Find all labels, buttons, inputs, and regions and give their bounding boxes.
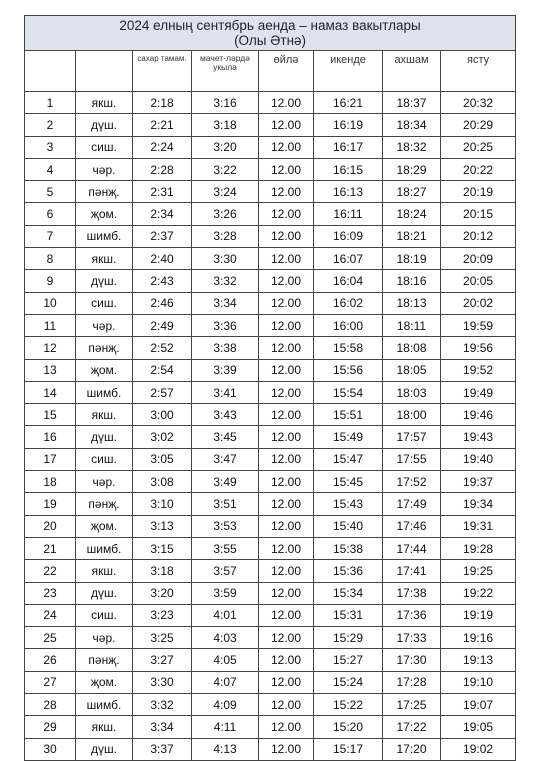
ahsham-time: 17:33: [383, 627, 441, 649]
sahar-time: 3:15: [133, 537, 192, 559]
machet-time: 3:55: [192, 537, 259, 559]
machet-time: 3:49: [192, 471, 259, 493]
machet-time: 3:41: [192, 381, 259, 403]
yastu-time: 19:10: [441, 671, 516, 693]
machet-time: 4:01: [192, 604, 259, 626]
oila-time: 12.00: [259, 515, 314, 537]
ahsham-time: 18:37: [383, 92, 441, 114]
ikende-time: 15:36: [314, 560, 383, 582]
day-number: 16: [25, 426, 76, 448]
table-row: [25, 694, 516, 716]
machet-time: 4:13: [192, 738, 259, 760]
table-row: [25, 471, 516, 493]
day-number: 9: [25, 270, 76, 292]
oila-time: 12.00: [259, 649, 314, 671]
machet-time: 3:47: [192, 448, 259, 470]
yastu-time: 19:43: [441, 426, 516, 448]
day-number: 2: [25, 114, 76, 136]
day-number: 4: [25, 158, 76, 180]
header-machet: мачет-ләрдә укыла: [192, 51, 259, 92]
ikende-time: 16:17: [314, 136, 383, 158]
table-row: [25, 582, 516, 604]
machet-time: 4:11: [192, 716, 259, 738]
day-number: 3: [25, 136, 76, 158]
oila-time: 12.00: [259, 203, 314, 225]
weekday: сиш.: [76, 292, 133, 314]
oila-time: 12.00: [259, 671, 314, 693]
sahar-time: 3:34: [133, 716, 192, 738]
header-ahsham: ахшам: [383, 51, 441, 92]
yastu-time: 19:46: [441, 404, 516, 426]
ikende-time: 15:17: [314, 738, 383, 760]
day-number: 25: [25, 627, 76, 649]
oila-time: 12.00: [259, 136, 314, 158]
weekday: шимб.: [76, 381, 133, 403]
ahsham-time: 17:52: [383, 471, 441, 493]
oila-time: 12.00: [259, 426, 314, 448]
ikende-time: 15:45: [314, 471, 383, 493]
table-row: [25, 560, 516, 582]
weekday: шимб.: [76, 694, 133, 716]
ikende-time: 15:49: [314, 426, 383, 448]
table-row: [25, 248, 516, 270]
sahar-time: 3:30: [133, 671, 192, 693]
table-row: [25, 181, 516, 203]
oila-time: 12.00: [259, 359, 314, 381]
table-row: [25, 627, 516, 649]
weekday: пәнҗ.: [76, 649, 133, 671]
weekday: пәнҗ.: [76, 337, 133, 359]
sahar-time: 2:57: [133, 381, 192, 403]
day-number: 30: [25, 738, 76, 760]
day-number: 12: [25, 337, 76, 359]
yastu-time: 20:22: [441, 158, 516, 180]
machet-time: 3:24: [192, 181, 259, 203]
table-row: [25, 649, 516, 671]
yastu-time: 20:09: [441, 248, 516, 270]
prayer-times-table: [24, 15, 516, 761]
oila-time: 12.00: [259, 471, 314, 493]
weekday: сиш.: [76, 448, 133, 470]
sahar-time: 2:54: [133, 359, 192, 381]
yastu-time: 19:07: [441, 694, 516, 716]
weekday: якш.: [76, 92, 133, 114]
ikende-time: 15:51: [314, 404, 383, 426]
machet-time: 3:30: [192, 248, 259, 270]
machet-time: 3:57: [192, 560, 259, 582]
day-number: 18: [25, 471, 76, 493]
ikende-time: 15:43: [314, 493, 383, 515]
day-number: 24: [25, 604, 76, 626]
ahsham-time: 17:22: [383, 716, 441, 738]
ahsham-time: 18:34: [383, 114, 441, 136]
ikende-time: 16:02: [314, 292, 383, 314]
day-number: 8: [25, 248, 76, 270]
table-row: [25, 158, 516, 180]
ikende-time: 15:54: [314, 381, 383, 403]
sahar-time: 3:37: [133, 738, 192, 760]
oila-time: 12.00: [259, 337, 314, 359]
machet-time: 3:38: [192, 337, 259, 359]
sahar-time: 2:40: [133, 248, 192, 270]
ahsham-time: 17:28: [383, 671, 441, 693]
day-number: 20: [25, 515, 76, 537]
ikende-time: 15:56: [314, 359, 383, 381]
machet-time: 3:51: [192, 493, 259, 515]
sahar-time: 3:25: [133, 627, 192, 649]
sahar-time: 2:18: [133, 92, 192, 114]
sahar-time: 3:02: [133, 426, 192, 448]
weekday: дүш.: [76, 426, 133, 448]
table-row: [25, 515, 516, 537]
table-row: [25, 716, 516, 738]
ikende-time: 16:09: [314, 225, 383, 247]
machet-time: 4:03: [192, 627, 259, 649]
yastu-time: 19:13: [441, 649, 516, 671]
ahsham-time: 17:36: [383, 604, 441, 626]
sahar-time: 3:10: [133, 493, 192, 515]
ahsham-time: 18:16: [383, 270, 441, 292]
machet-time: 3:32: [192, 270, 259, 292]
oila-time: 12.00: [259, 270, 314, 292]
ahsham-time: 18:13: [383, 292, 441, 314]
day-number: 11: [25, 314, 76, 336]
ikende-time: 15:27: [314, 649, 383, 671]
machet-time: 3:59: [192, 582, 259, 604]
weekday: дүш.: [76, 270, 133, 292]
oila-time: 12.00: [259, 248, 314, 270]
table-row: [25, 136, 516, 158]
oila-time: 12.00: [259, 716, 314, 738]
yastu-time: 20:02: [441, 292, 516, 314]
oila-time: 12.00: [259, 225, 314, 247]
ikende-time: 15:58: [314, 337, 383, 359]
ikende-time: 15:31: [314, 604, 383, 626]
table-row: [25, 203, 516, 225]
weekday: пәнҗ.: [76, 493, 133, 515]
sahar-time: 2:31: [133, 181, 192, 203]
sahar-time: 3:08: [133, 471, 192, 493]
yastu-time: 20:25: [441, 136, 516, 158]
ahsham-time: 17:41: [383, 560, 441, 582]
machet-time: 3:45: [192, 426, 259, 448]
oila-time: 12.00: [259, 493, 314, 515]
sahar-time: 3:32: [133, 694, 192, 716]
yastu-time: 19:59: [441, 314, 516, 336]
oila-time: 12.00: [259, 604, 314, 626]
sahar-time: 2:37: [133, 225, 192, 247]
sahar-time: 3:05: [133, 448, 192, 470]
ikende-time: 15:29: [314, 627, 383, 649]
oila-time: 12.00: [259, 92, 314, 114]
sahar-time: 2:46: [133, 292, 192, 314]
ikende-time: 16:11: [314, 203, 383, 225]
header-ikende: икенде: [314, 51, 383, 92]
yastu-time: 20:15: [441, 203, 516, 225]
sahar-time: 3:27: [133, 649, 192, 671]
ahsham-time: 18:05: [383, 359, 441, 381]
ikende-time: 15:34: [314, 582, 383, 604]
table-row: [25, 671, 516, 693]
day-number: 19: [25, 493, 76, 515]
machet-time: 3:36: [192, 314, 259, 336]
ahsham-time: 18:32: [383, 136, 441, 158]
weekday: чәр.: [76, 471, 133, 493]
table-row: [25, 738, 516, 760]
yastu-time: 19:19: [441, 604, 516, 626]
ahsham-time: 18:03: [383, 381, 441, 403]
ahsham-time: 17:46: [383, 515, 441, 537]
sahar-time: 2:24: [133, 136, 192, 158]
oila-time: 12.00: [259, 114, 314, 136]
weekday: җом.: [76, 671, 133, 693]
machet-time: 3:16: [192, 92, 259, 114]
yastu-time: 19:25: [441, 560, 516, 582]
weekday: шимб.: [76, 537, 133, 559]
day-number: 5: [25, 181, 76, 203]
weekday: сиш.: [76, 604, 133, 626]
machet-time: 4:07: [192, 671, 259, 693]
weekday: чәр.: [76, 314, 133, 336]
title-line-1: 2024 елның сентябрь аенда – намаз вакытлары: [119, 18, 421, 33]
sahar-time: 3:13: [133, 515, 192, 537]
header-yastu: ясту: [441, 51, 516, 92]
sahar-time: 3:20: [133, 582, 192, 604]
table-row: [25, 292, 516, 314]
yastu-time: 20:12: [441, 225, 516, 247]
machet-time: 4:05: [192, 649, 259, 671]
ikende-time: 15:20: [314, 716, 383, 738]
day-number: 10: [25, 292, 76, 314]
table-row: [25, 426, 516, 448]
table-row: [25, 92, 516, 114]
table-title: [25, 16, 516, 51]
title-line-2: (Олы Әтнә): [234, 33, 307, 48]
yastu-time: 19:34: [441, 493, 516, 515]
yastu-time: 19:56: [441, 337, 516, 359]
day-number: 6: [25, 203, 76, 225]
table-row: [25, 404, 516, 426]
ahsham-time: 17:57: [383, 426, 441, 448]
day-number: 15: [25, 404, 76, 426]
day-number: 23: [25, 582, 76, 604]
sahar-time: 3:23: [133, 604, 192, 626]
table-body: [25, 92, 516, 761]
yastu-time: 20:05: [441, 270, 516, 292]
ahsham-time: 18:27: [383, 181, 441, 203]
ahsham-time: 18:24: [383, 203, 441, 225]
day-number: 27: [25, 671, 76, 693]
header-day: [76, 51, 133, 92]
oila-time: 12.00: [259, 292, 314, 314]
yastu-time: 19:40: [441, 448, 516, 470]
header-num: [25, 51, 76, 92]
ikende-time: 16:15: [314, 158, 383, 180]
ahsham-time: 18:19: [383, 248, 441, 270]
sahar-time: 2:34: [133, 203, 192, 225]
table-row: [25, 493, 516, 515]
ahsham-time: 17:44: [383, 537, 441, 559]
day-number: 29: [25, 716, 76, 738]
day-number: 22: [25, 560, 76, 582]
day-number: 21: [25, 537, 76, 559]
weekday: шимб.: [76, 225, 133, 247]
oila-time: 12.00: [259, 314, 314, 336]
sahar-time: 3:00: [133, 404, 192, 426]
table-row: [25, 359, 516, 381]
yastu-time: 19:31: [441, 515, 516, 537]
weekday: якш.: [76, 248, 133, 270]
yastu-time: 19:52: [441, 359, 516, 381]
oila-time: 12.00: [259, 381, 314, 403]
day-number: 17: [25, 448, 76, 470]
ahsham-time: 17:30: [383, 649, 441, 671]
ikende-time: 16:07: [314, 248, 383, 270]
ahsham-time: 17:25: [383, 694, 441, 716]
sahar-time: 2:52: [133, 337, 192, 359]
ikende-time: 16:13: [314, 181, 383, 203]
yastu-time: 19:16: [441, 627, 516, 649]
ahsham-time: 17:49: [383, 493, 441, 515]
ahsham-time: 18:21: [383, 225, 441, 247]
machet-time: 3:18: [192, 114, 259, 136]
weekday: дүш.: [76, 582, 133, 604]
day-number: 28: [25, 694, 76, 716]
table-row: [25, 337, 516, 359]
day-number: 26: [25, 649, 76, 671]
day-number: 13: [25, 359, 76, 381]
yastu-time: 20:19: [441, 181, 516, 203]
table-row: [25, 114, 516, 136]
sahar-time: 3:18: [133, 560, 192, 582]
ahsham-time: 18:00: [383, 404, 441, 426]
yastu-time: 19:37: [441, 471, 516, 493]
yastu-time: 19:49: [441, 381, 516, 403]
weekday: сиш.: [76, 136, 133, 158]
weekday: җом.: [76, 203, 133, 225]
weekday: җом.: [76, 359, 133, 381]
machet-time: 3:28: [192, 225, 259, 247]
weekday: дүш.: [76, 114, 133, 136]
weekday: пәнҗ.: [76, 181, 133, 203]
machet-time: 3:53: [192, 515, 259, 537]
table-row: [25, 604, 516, 626]
table-row: [25, 225, 516, 247]
table-row: [25, 381, 516, 403]
ikende-time: 16:21: [314, 92, 383, 114]
ikende-time: 15:22: [314, 694, 383, 716]
table-row: [25, 314, 516, 336]
oila-time: 12.00: [259, 181, 314, 203]
ahsham-time: 17:55: [383, 448, 441, 470]
header-oila: өйлә: [259, 51, 314, 92]
machet-time: 4:09: [192, 694, 259, 716]
ahsham-time: 18:29: [383, 158, 441, 180]
day-number: 7: [25, 225, 76, 247]
yastu-time: 20:32: [441, 92, 516, 114]
ahsham-time: 17:20: [383, 738, 441, 760]
oila-time: 12.00: [259, 404, 314, 426]
ikende-time: 15:24: [314, 671, 383, 693]
weekday: якш.: [76, 560, 133, 582]
machet-time: 3:43: [192, 404, 259, 426]
oila-time: 12.00: [259, 158, 314, 180]
ikende-time: 15:38: [314, 537, 383, 559]
machet-time: 3:26: [192, 203, 259, 225]
weekday: чәр.: [76, 158, 133, 180]
oila-time: 12.00: [259, 448, 314, 470]
ikende-time: 15:40: [314, 515, 383, 537]
oila-time: 12.00: [259, 582, 314, 604]
weekday: якш.: [76, 716, 133, 738]
table-row: [25, 270, 516, 292]
weekday: якш.: [76, 404, 133, 426]
weekday: җом.: [76, 515, 133, 537]
machet-time: 3:39: [192, 359, 259, 381]
oila-time: 12.00: [259, 694, 314, 716]
sahar-time: 2:43: [133, 270, 192, 292]
ahsham-time: 17:38: [383, 582, 441, 604]
oila-time: 12.00: [259, 537, 314, 559]
day-number: 14: [25, 381, 76, 403]
ikende-time: 16:04: [314, 270, 383, 292]
day-number: 1: [25, 92, 76, 114]
machet-time: 3:34: [192, 292, 259, 314]
machet-time: 3:20: [192, 136, 259, 158]
oila-time: 12.00: [259, 560, 314, 582]
yastu-time: 19:22: [441, 582, 516, 604]
ikende-time: 15:47: [314, 448, 383, 470]
sahar-time: 2:49: [133, 314, 192, 336]
header-sahar: сахар тамам.: [133, 51, 192, 92]
oila-time: 12.00: [259, 738, 314, 760]
ahsham-time: 18:11: [383, 314, 441, 336]
yastu-time: 20:29: [441, 114, 516, 136]
table-row: [25, 537, 516, 559]
yastu-time: 19:28: [441, 537, 516, 559]
yastu-time: 19:05: [441, 716, 516, 738]
table-row: [25, 448, 516, 470]
sahar-time: 2:28: [133, 158, 192, 180]
ikende-time: 16:19: [314, 114, 383, 136]
weekday: дүш.: [76, 738, 133, 760]
yastu-time: 19:02: [441, 738, 516, 760]
machet-time: 3:22: [192, 158, 259, 180]
ahsham-time: 18:08: [383, 337, 441, 359]
weekday: чәр.: [76, 627, 133, 649]
prayer-times-sheet: [24, 15, 515, 761]
column-header-row: [25, 51, 516, 92]
oila-time: 12.00: [259, 627, 314, 649]
ikende-time: 16:00: [314, 314, 383, 336]
sahar-time: 2:21: [133, 114, 192, 136]
